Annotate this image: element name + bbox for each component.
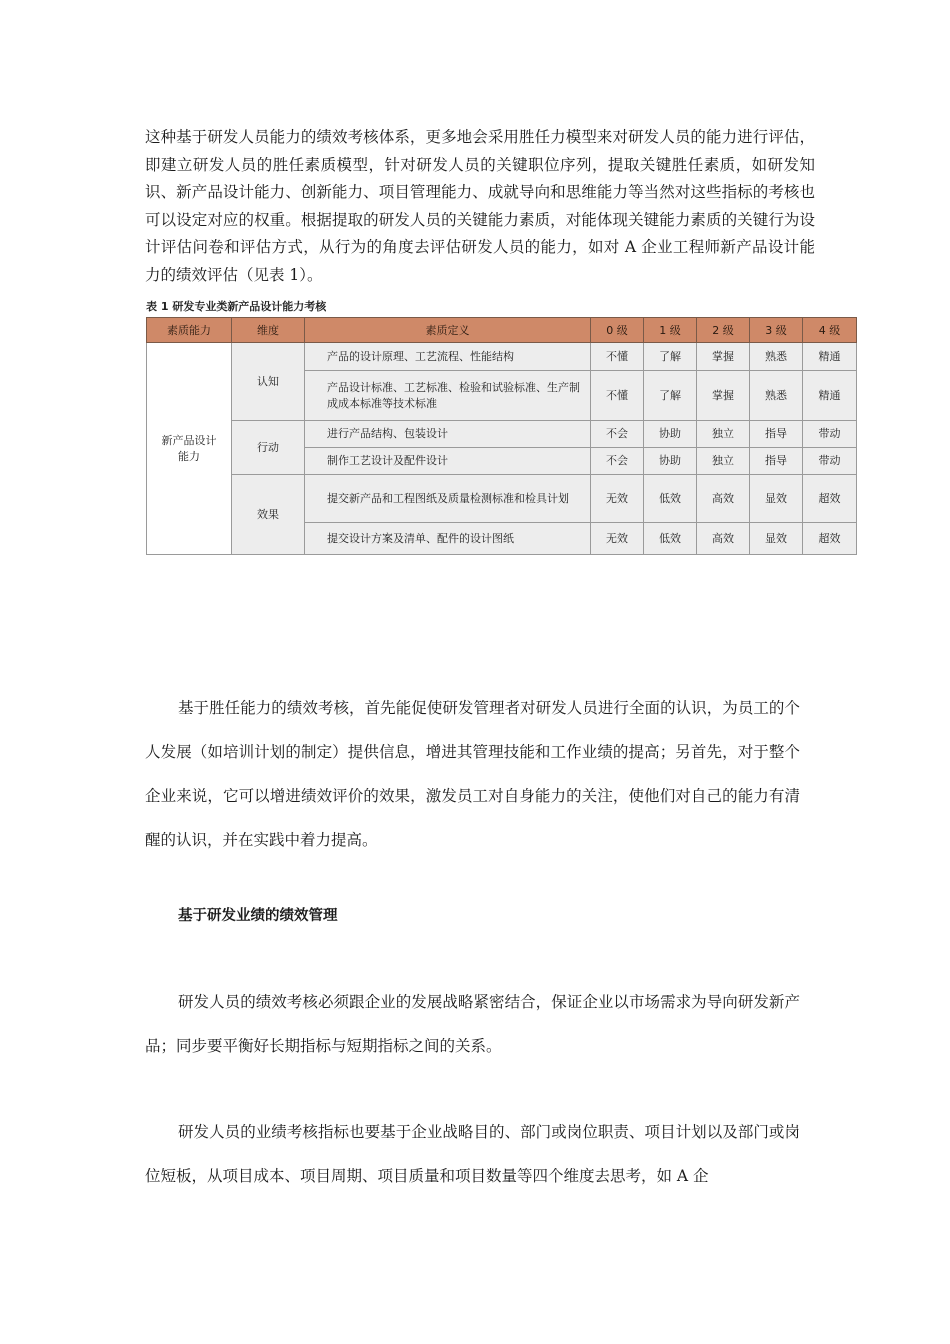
level-cell: 无效: [591, 523, 644, 555]
level-cell: 带动: [803, 448, 857, 475]
level-cell: 不会: [591, 448, 644, 475]
table-caption: 表 1 研发专业类新产品设计能力考核: [146, 300, 327, 313]
section-heading: 基于研发业绩的绩效管理: [178, 908, 338, 924]
level-cell: 高效: [697, 523, 750, 555]
competency-table: [146, 317, 857, 555]
definition-cell: 提交设计方案及清单、配件的设计图纸: [305, 523, 591, 555]
competency-cell: [147, 343, 232, 555]
table-row: [147, 421, 857, 448]
dimension-action: 行动: [232, 421, 305, 475]
definition-cell: 提交新产品和工程图纸及质量检测标准和检具计划: [305, 475, 591, 523]
level-cell: 了解: [644, 371, 697, 421]
level-cell: 低效: [644, 475, 697, 523]
intro-paragraph: 这种基于研发人员能力的绩效考核体系，更多地会采用胜任力模型来对研发人员的能力进行评估，即建立研发人员的胜任素质模型，针对研发人员的关键职位序列，提取关键胜任素质，如研发知识、新产品设计能力、创新能力、项目管理能力、成就导向和思维能力等当然对这些指标的考核也可以设定对应的权重。根据提取的研发人员的关键能力素质，对能体现关键能力素质的关键行为设计评估问卷和评估方式，从行为的角度去评估研发人员的能力，如对 A 企业工程师新产品设计能力的绩效评估（见表 1）。: [145, 128, 815, 284]
level-cell: 精通: [803, 371, 857, 421]
definition-cell: 进行产品结构、包装设计: [305, 421, 591, 448]
dimension-cognition: 认知: [232, 343, 305, 421]
definition-cell: 产品设计标准、工艺标准、检验和试验标准、生产制成成本标准等技术标准: [305, 371, 591, 421]
level-cell: 指导: [750, 448, 803, 475]
level-cell: 协助: [644, 448, 697, 475]
level-cell: 无效: [591, 475, 644, 523]
header-competency: 素质能力: [147, 318, 232, 343]
level-cell: 独立: [697, 421, 750, 448]
level-cell: 显效: [750, 523, 803, 555]
level-cell: 超效: [803, 475, 857, 523]
level-cell: 不懂: [591, 371, 644, 421]
level-cell: 熟悉: [750, 343, 803, 371]
level-cell: 了解: [644, 343, 697, 371]
table-row: [147, 343, 857, 371]
header-level-2: 2 级: [697, 318, 750, 343]
level-cell: 超效: [803, 523, 857, 555]
level-cell: 低效: [644, 523, 697, 555]
level-cell: 显效: [750, 475, 803, 523]
level-cell: 精通: [803, 343, 857, 371]
header-dimension: 维度: [232, 318, 305, 343]
level-cell: 掌握: [697, 371, 750, 421]
indicator-paragraph: 研发人员的业绩考核指标也要基于企业战略目的、部门或岗位职责、项目计划以及部门或岗位短板，从项目成本、项目周期、项目质量和项目数量等四个维度去思考，如 A 企: [145, 1123, 800, 1185]
level-cell: 协助: [644, 421, 697, 448]
competency-paragraph: 基于胜任能力的绩效考核，首先能促使研发管理者对研发人员进行全面的认识，为员工的个人发展（如培训计划的制定）提供信息，增进其管理技能和工作业绩的提高；另首先，对于整个企业来说，它可以增进绩效评价的效果，激发员工对自身能力的关注，使他们对自己的能力有清醒的认识，并在实践中着力提高。: [145, 699, 800, 849]
level-cell: 指导: [750, 421, 803, 448]
level-cell: 不会: [591, 421, 644, 448]
dimension-effect: 效果: [232, 475, 305, 555]
strategy-paragraph: 研发人员的绩效考核必须跟企业的发展战略紧密结合，保证企业以市场需求为导向研发新产品；同步要平衡好长期指标与短期指标之间的关系。: [145, 993, 800, 1055]
header-level-0: 0 级: [591, 318, 644, 343]
header-level-1: 1 级: [644, 318, 697, 343]
level-cell: 独立: [697, 448, 750, 475]
level-cell: 带动: [803, 421, 857, 448]
level-cell: 不懂: [591, 343, 644, 371]
table-row: [147, 475, 857, 523]
level-cell: 熟悉: [750, 371, 803, 421]
definition-cell: 制作工艺设计及配件设计: [305, 448, 591, 475]
header-level-4: 4 级: [803, 318, 857, 343]
competency-label: 新产品设计能力: [161, 433, 217, 463]
table-header-row: [147, 318, 857, 343]
level-cell: 掌握: [697, 343, 750, 371]
header-definition: 素质定义: [305, 318, 591, 343]
header-level-3: 3 级: [750, 318, 803, 343]
definition-cell: 产品的设计原理、工艺流程、性能结构: [305, 343, 591, 371]
level-cell: 高效: [697, 475, 750, 523]
